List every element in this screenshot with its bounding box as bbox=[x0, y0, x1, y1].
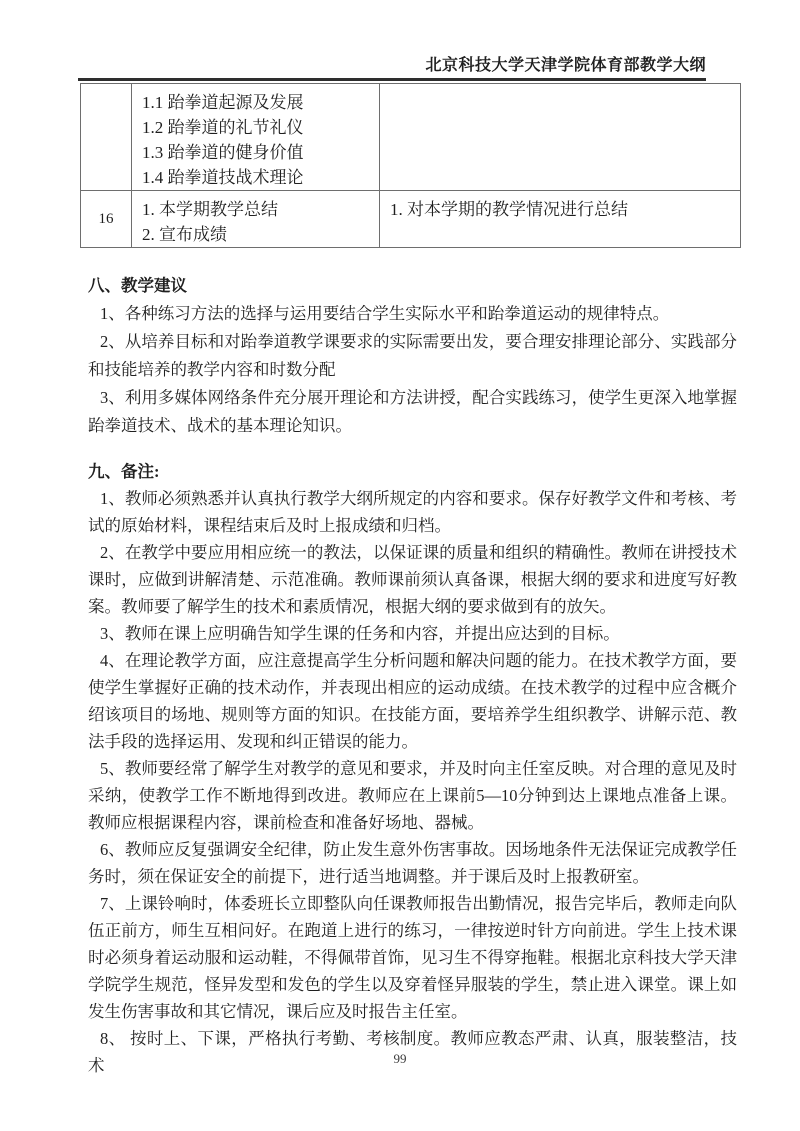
paragraph: 4、在理论教学方面，应注意提高学生分析问题和解决问题的能力。在技术教学方面，要使学生掌握好正确的技术动作，并表现出相应的运动成绩。在技术教学的过程中应含概介绍该项目的场地、规则等方面的知识。在技能方面，要培养学生组织教学、讲解示范、教法手段的选择运用、发现和纠正错误的能力。 bbox=[88, 651, 737, 751]
week-number-cell bbox=[81, 84, 132, 191]
table-line: 1. 对本学期的教学情况进行总结 bbox=[390, 200, 628, 219]
paragraph: 2、从培养目标和对跆拳道教学课要求的实际需要出发，要合理安排理论部分、实践部分和技能培养的教学内容和时数分配 bbox=[88, 332, 737, 379]
table-line: 1.3 跆拳道的健身价值 bbox=[142, 143, 304, 162]
section-remarks bbox=[88, 458, 737, 1079]
table-row bbox=[81, 84, 741, 191]
paragraph: 1、教师必须熟悉并认真执行教学大纲所规定的内容和要求。保存好教学文件和考核、考试的原始材料，课程结束后及时上报成绩和归档。 bbox=[88, 489, 737, 535]
teaching-requirement-cell bbox=[380, 84, 741, 191]
table-line: 1. 本学期教学总结 bbox=[142, 200, 278, 219]
table-line: 1.4 跆拳道技战术理论 bbox=[142, 168, 304, 187]
table-line: 2. 宣布成绩 bbox=[142, 225, 227, 244]
page-header bbox=[78, 52, 706, 81]
paragraph: 3、利用多媒体网络条件充分展开理论和方法讲授，配合实践练习，使学生更深入地掌握跆拳道技术、战术的基本理论知识。 bbox=[88, 388, 737, 435]
paragraph: 5、教师要经常了解学生对教学的意见和要求，并及时向主任室反映。对合理的意见及时采纳，使教学工作不断地得到改进。教师应在上课前5—10分钟到达上课地点准备上课。教师应根据课程内容，课前检查和准备好场地、器械。 bbox=[88, 759, 737, 832]
teaching-requirement-cell bbox=[380, 191, 741, 248]
table-line: 1.2 跆拳道的礼节礼仪 bbox=[142, 118, 304, 137]
section-heading: 九、备注: bbox=[88, 462, 160, 481]
table-line: 1.1 跆拳道起源及发展 bbox=[142, 93, 304, 112]
paragraph: 8、 按时上、下课，严格执行考勤、考核制度。教师应教态严肃、认真，服装整洁，技术 bbox=[88, 1029, 737, 1075]
teaching-schedule-table bbox=[80, 83, 741, 248]
section-teaching-suggestions bbox=[88, 272, 737, 440]
teaching-content-cell bbox=[132, 84, 380, 191]
table-row bbox=[81, 191, 741, 248]
paragraph: 2、在教学中要应用相应统一的教法，以保证课的质量和组织的精确性。教师在讲授技术课时，应做到讲解清楚、示范准确。教师课前须认真备课，根据大纲的要求和进度写好教案。教师要了解学生的技术和素质情况，根据大纲的要求做到有的放矢。 bbox=[88, 543, 737, 616]
paragraph: 6、教师应反复强调安全纪律，防止发生意外伤害事故。因场地条件无法保证完成教学任务时，须在保证安全的前提下，进行适当地调整。并于课后及时上报教研室。 bbox=[88, 840, 737, 886]
teaching-content-cell bbox=[132, 191, 380, 248]
header-title: 北京科技大学天津学院体育部教学大纲 bbox=[425, 57, 706, 74]
week-number-cell: 16 bbox=[81, 191, 132, 248]
page-number: 99 bbox=[393, 1051, 407, 1066]
section-heading: 八、教学建议 bbox=[88, 276, 187, 295]
paragraph: 7、上课铃响时，体委班长立即整队向任课教师报告出勤情况，报告完毕后，教师走向队伍正前方，师生互相问好。在跑道上进行的练习，一律按逆时针方向前进。学生上技术课时必须身着运动服和运动鞋，不得佩带首饰，见习生不得穿拖鞋。根据北京科技大学天津学院学生规范，怪异发型和发色的学生以及穿着怪异服装的学生，禁止进入课堂。课上如发生伤害事故和其它情况，课后应及时报告主任室。 bbox=[88, 894, 737, 1021]
paragraph: 3、教师在课上应明确告知学生课的任务和内容，并提出应达到的目标。 bbox=[100, 624, 620, 643]
paragraph: 1、各种练习方法的选择与运用要结合学生实际水平和跆拳道运动的规律特点。 bbox=[100, 304, 670, 323]
